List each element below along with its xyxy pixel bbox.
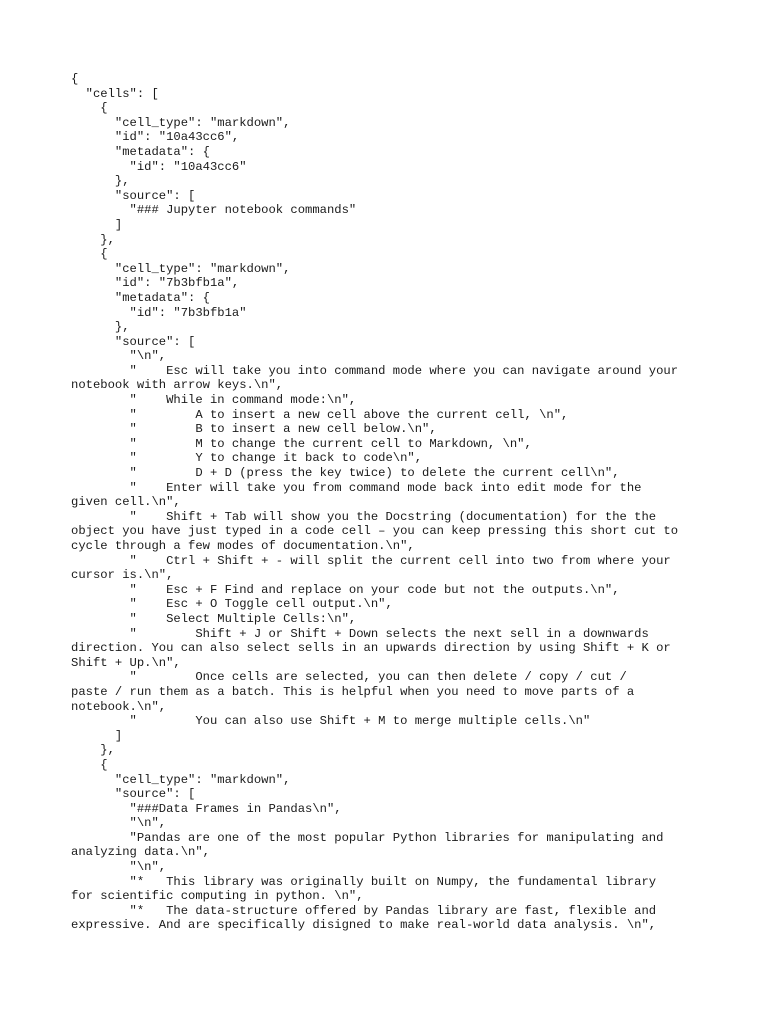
code-line: " While in command mode:\n", xyxy=(71,393,357,408)
code-line: "\n", xyxy=(71,349,167,364)
code-line: }, xyxy=(71,320,130,335)
code-line: "cell_type": "markdown", xyxy=(71,115,291,130)
code-line: " Esc + F Find and replace on your code but not the outputs.\n", xyxy=(71,582,620,597)
code-line: given cell.\n", xyxy=(71,495,181,510)
code-line: " Enter will take you from command mode back into edit mode for the xyxy=(71,480,642,495)
code-line: "metadata": { xyxy=(71,290,210,305)
code-line: for scientific computing in python. \n", xyxy=(71,889,364,904)
code-line: "\n", xyxy=(71,860,167,875)
code-line: " D + D (press the key twice) to delete the current cell\n", xyxy=(71,466,620,481)
code-line: " Esc will take you into command mode where you can navigate around your xyxy=(71,363,679,378)
code-line: ] xyxy=(71,217,123,232)
code-line: { xyxy=(71,72,79,86)
code-line: notebook with arrow keys.\n", xyxy=(71,378,284,393)
code-line: notebook.\n", xyxy=(71,699,167,714)
code-line: "Pandas are one of the most popular Python libraries for manipulating and xyxy=(71,830,664,845)
code-line: " B to insert a new cell below.\n", xyxy=(71,422,437,437)
code-line: "source": [ xyxy=(71,334,196,349)
code-line: "id": "7b3bfb1a" xyxy=(71,305,247,320)
code-line: cycle through a few modes of documentation.\n", xyxy=(71,539,415,553)
code-line: direction. You can also select sells in an upwards direction by using Shift + K or xyxy=(71,641,671,656)
code-line: " Esc + O Toggle cell output.\n", xyxy=(71,597,393,612)
code-line: " M to change the current cell to Markdown, \n", xyxy=(71,436,532,451)
code-line: " Shift + J or Shift + Down selects the next sell in a downwards xyxy=(71,626,649,641)
code-line: " Ctrl + Shift + - will split the current cell into two from where your xyxy=(71,553,671,568)
code-line: " Select Multiple Cells:\n", xyxy=(71,611,357,626)
code-line: "### Jupyter notebook commands" xyxy=(71,203,357,218)
code-line: }, xyxy=(71,174,130,189)
code-line: "cells": [ xyxy=(71,86,159,101)
code-line: cursor is.\n", xyxy=(71,568,174,583)
code-line: analyzing data.\n", xyxy=(71,845,210,860)
code-line: object you have just typed in a code cell – you can keep pressing this short cut to xyxy=(71,524,679,539)
code-line: "id": "7b3bfb1a", xyxy=(71,276,240,291)
code-line: "metadata": { xyxy=(71,144,210,159)
code-line: "cell_type": "markdown", xyxy=(71,772,291,787)
code-line: expressive. And are specifically disigned to make real-world data analysis. \n", xyxy=(71,918,657,933)
code-line: "* The data-structure offered by Pandas library are fast, flexible and xyxy=(71,903,657,918)
code-line: " You can also use Shift + M to merge multiple cells.\n" xyxy=(71,714,591,729)
code-line: }, xyxy=(71,743,115,758)
code-line: }, xyxy=(71,232,115,247)
code-line: ] xyxy=(71,728,123,743)
code-line: " Once cells are selected, you can then delete / copy / cut / xyxy=(71,670,627,685)
code-line: "source": [ xyxy=(71,787,196,802)
code-line: "id": "10a43cc6", xyxy=(71,130,240,145)
code-line: { xyxy=(71,757,108,772)
code-line: " Shift + Tab will show you the Docstring (documentation) for the the xyxy=(71,509,657,524)
code-line: { xyxy=(71,247,108,262)
code-line: " A to insert a new cell above the current cell, \n", xyxy=(71,407,569,422)
code-line: "id": "10a43cc6" xyxy=(71,159,247,174)
code-line: "source": [ xyxy=(71,188,196,203)
code-line: { xyxy=(71,101,108,116)
code-line: "###Data Frames in Pandas\n", xyxy=(71,801,342,816)
code-line: Shift + Up.\n", xyxy=(71,655,181,670)
code-line: paste / run them as a batch. This is helpful when you need to move parts of a xyxy=(71,684,635,699)
code-line: " Y to change it back to code\n", xyxy=(71,451,423,466)
code-line: "cell_type": "markdown", xyxy=(71,261,291,276)
code-line: "\n", xyxy=(71,816,167,831)
code-line: "* This library was originally built on Numpy, the fundamental library xyxy=(71,874,657,889)
json-code-listing xyxy=(71,72,701,933)
